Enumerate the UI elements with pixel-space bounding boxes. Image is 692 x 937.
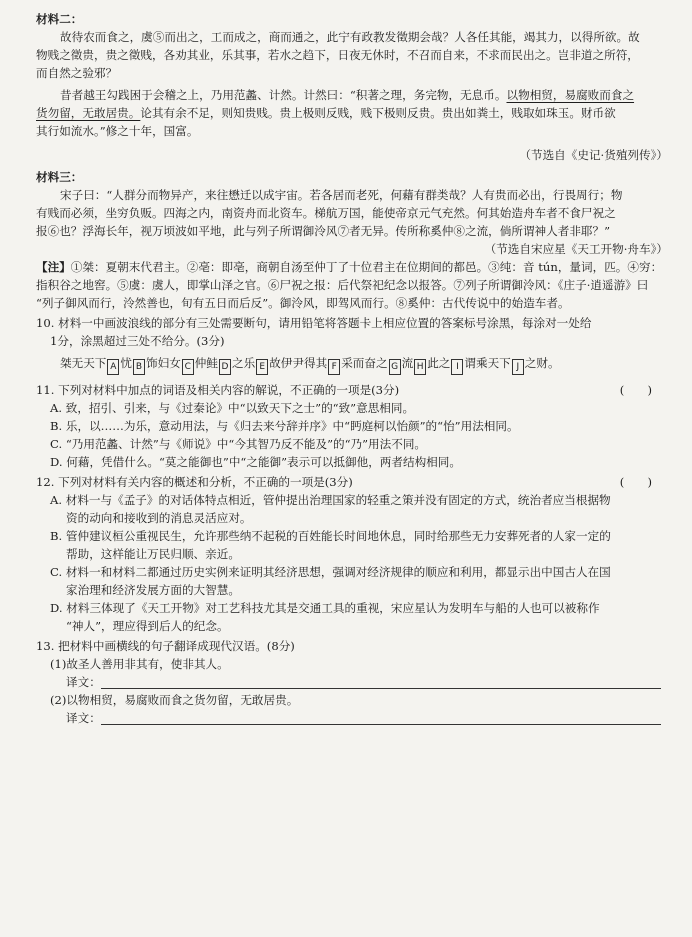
q13-answer-line-1: 译文： bbox=[36, 673, 672, 691]
q12-option-a-line2: 资的动向和接收到的消息灵活应对。 bbox=[66, 511, 252, 525]
break-box-f[interactable]: F bbox=[328, 359, 340, 375]
q12-option-b-line2: 帮助，这样能让万民归顺、亲近。 bbox=[66, 547, 240, 561]
q10-sentence: 桀无天下 A 忧 B 饰妇女 C 仲鲑 D 之乐 E 故伊尹得其 F 采而奋之 G 流 H 此之 I 谓乘天下 J 之财。 bbox=[36, 354, 672, 375]
break-box-d[interactable]: D bbox=[219, 359, 231, 375]
material3-p1-line2: 有贱而必须，坐穷负贩。四海之内，南资舟而北资车。梯航万国，能使帝京元气充然。何其始造舟车者不食尸祝之 bbox=[36, 206, 616, 220]
q13-sentence-2: (2)以物相贸，易腐败而食之货勿留，无敢居贵。 bbox=[50, 693, 299, 707]
material2-p2-line3: 其行如流水。”修之十年，国富。 bbox=[36, 124, 199, 138]
break-box-b[interactable]: B bbox=[133, 359, 145, 375]
underlined-sentence: 货勿留，无敢居贵。 bbox=[36, 106, 141, 120]
answer-paren[interactable]: ( ) bbox=[619, 383, 652, 397]
note-line2: 指积谷之地窖。⑤虞：虞人，即掌山泽之官。⑥尸祝之报：后代祭祀纪念以报答。⑦列子所谓御泠风：《庄子·逍遥游》曰 bbox=[36, 278, 649, 292]
q13-stem: 13. 把材料中画横线的句子翻译成现代汉语。(8分) bbox=[36, 639, 295, 653]
q10-stem-line2: 1分，涂黑超过三处不给分。(3分) bbox=[50, 334, 225, 348]
material2-p2-line2: 货勿留，无敢居贵。论其有余不足，则知贵贱。贵上极则反贱，贱下极则反贵。贵出如粪土，贱取如珠玉。财币欲 bbox=[36, 106, 616, 120]
break-box-j[interactable]: J bbox=[512, 359, 524, 375]
q11-stem: 11. 下列对材料中加点的词语及相关内容的解说，不正确的一项是(3分) ( ) bbox=[36, 383, 652, 397]
material2-p1-line2: 物贱之徵贵，贵之徵贱，各劝其业，乐其事，若水之趋下，日夜无休时，不召而自来，不求而民出之。岂非道之所符， bbox=[36, 48, 639, 62]
q12-option-a-line1: A. 材料一与《孟子》的对话体特点相近，管仲提出治理国家的轻重之策并没有固定的方式，统治者应当根据物 bbox=[50, 493, 611, 507]
answer-blank[interactable] bbox=[101, 674, 661, 689]
q12-stem: 12. 下列对材料有关内容的概述和分析，不正确的一项是(3分) ( ) bbox=[36, 475, 652, 489]
underlined-sentence: 以物相贸，易腐败而食之 bbox=[506, 88, 635, 102]
break-box-h[interactable]: H bbox=[414, 359, 426, 375]
break-box-c[interactable]: C bbox=[182, 359, 194, 375]
material3-source: （节选自宋应星《天工开物·舟车》） bbox=[484, 242, 668, 256]
q12-option-c-line2: 家治理和经济发展方面的大智慧。 bbox=[66, 583, 240, 597]
material3-p1-line1: 宋子曰：“人群分而物异产，来往懋迁以成宇宙。若各居而老死，何藉有群类哉？人有贵而必出，行畏周行；物 bbox=[60, 188, 623, 202]
answer-paren[interactable]: ( ) bbox=[619, 475, 652, 489]
note-line1: 【注】①桀：夏朝末代君主。②亳：即亳，商朝自汤至仲丁了十位君主在位期间的都邑。③纯：音 tún，量词，匹。④穷： bbox=[36, 260, 663, 274]
q10-stem-line1: 10. 材料一中画波浪线的部分有三处需要断句，请用铅笔将答题卡上相应位置的答案标号涂黑，每涂对一处给 bbox=[36, 316, 592, 330]
q11-option-d: D. 何藉，凭借什么。“莫之能御也”中“之能御”表示可以抵御他，两者结构相同。 bbox=[50, 455, 461, 469]
q11-option-a: A. 致，招引、引来，与《过秦论》中“以致天下之士”的“致”意思相同。 bbox=[50, 401, 415, 415]
q11-option-b: B. 乐，以……为乐，意动用法，与《归去来兮辞并序》中“眄庭柯以怡颜”的“怡”用法相同。 bbox=[50, 419, 519, 433]
q13-sentence-1: (1)故圣人善用非其有，使非其人。 bbox=[50, 657, 229, 671]
note-line3: “列子御风而行，泠然善也，旬有五日而后反”。御泠风，即驾风而行。⑧奚仲：古代传说中的始造车者。 bbox=[36, 296, 570, 310]
material3-p1-line3: 报⑥也？浮海长年，视万顷波如平地，此与列子所谓御泠风⑦者无异。传所称奚仲⑧之流，倘所谓神人者非耶？” bbox=[36, 224, 611, 238]
break-box-a[interactable]: A bbox=[107, 359, 119, 375]
material2-p1-line3: 而自然之验邪？ bbox=[36, 66, 118, 80]
q12-option-d-line1: D. 材料三体现了《天工开物》对工艺科技尤其是交通工具的重视，宋应星认为发明车与船的人也可以被称作 bbox=[50, 601, 600, 615]
break-box-i[interactable]: I bbox=[451, 359, 463, 375]
q11-option-c: C. “乃用范蠡、计然”与《师说》中“今其智乃反不能及”的“乃”用法不同。 bbox=[50, 437, 427, 451]
q13-answer-line-2: 译文： bbox=[36, 709, 672, 727]
break-box-e[interactable]: E bbox=[256, 359, 268, 375]
material2-p1-line1: 故待农而食之，虞⑤而出之，工而成之，商而通之，此宁有政教发徵期会哉？人各任其能，竭其力，以得所欲。故 bbox=[60, 30, 640, 44]
material2-heading: 材料二： bbox=[36, 12, 83, 26]
material3-heading: 材料三： bbox=[36, 170, 83, 184]
material2-p2-line1: 昔者越王勾践困于会稽之上，乃用范蠡、计然。计然曰：“积著之理，务完物，无息币。以物相贸，易腐败而食之 bbox=[60, 88, 635, 102]
q12-option-b-line1: B. 管仲建议桓公重视民生，允许那些纳不起税的百姓能长时间地休息，同时给那些无力安葬死者的人家一定的 bbox=[50, 529, 611, 543]
break-box-g[interactable]: G bbox=[389, 359, 401, 375]
material2-source: （节选自《史记·货殖列传》） bbox=[519, 148, 668, 162]
answer-blank[interactable] bbox=[101, 710, 661, 725]
q12-option-d-line2: “神人”，理应得到后人的纪念。 bbox=[66, 619, 229, 633]
q12-option-c-line1: C. 材料一和材料二都通过历史实例来证明其经济思想，强调对经济规律的顺应和利用，都显示出中国古人在国 bbox=[50, 565, 611, 579]
